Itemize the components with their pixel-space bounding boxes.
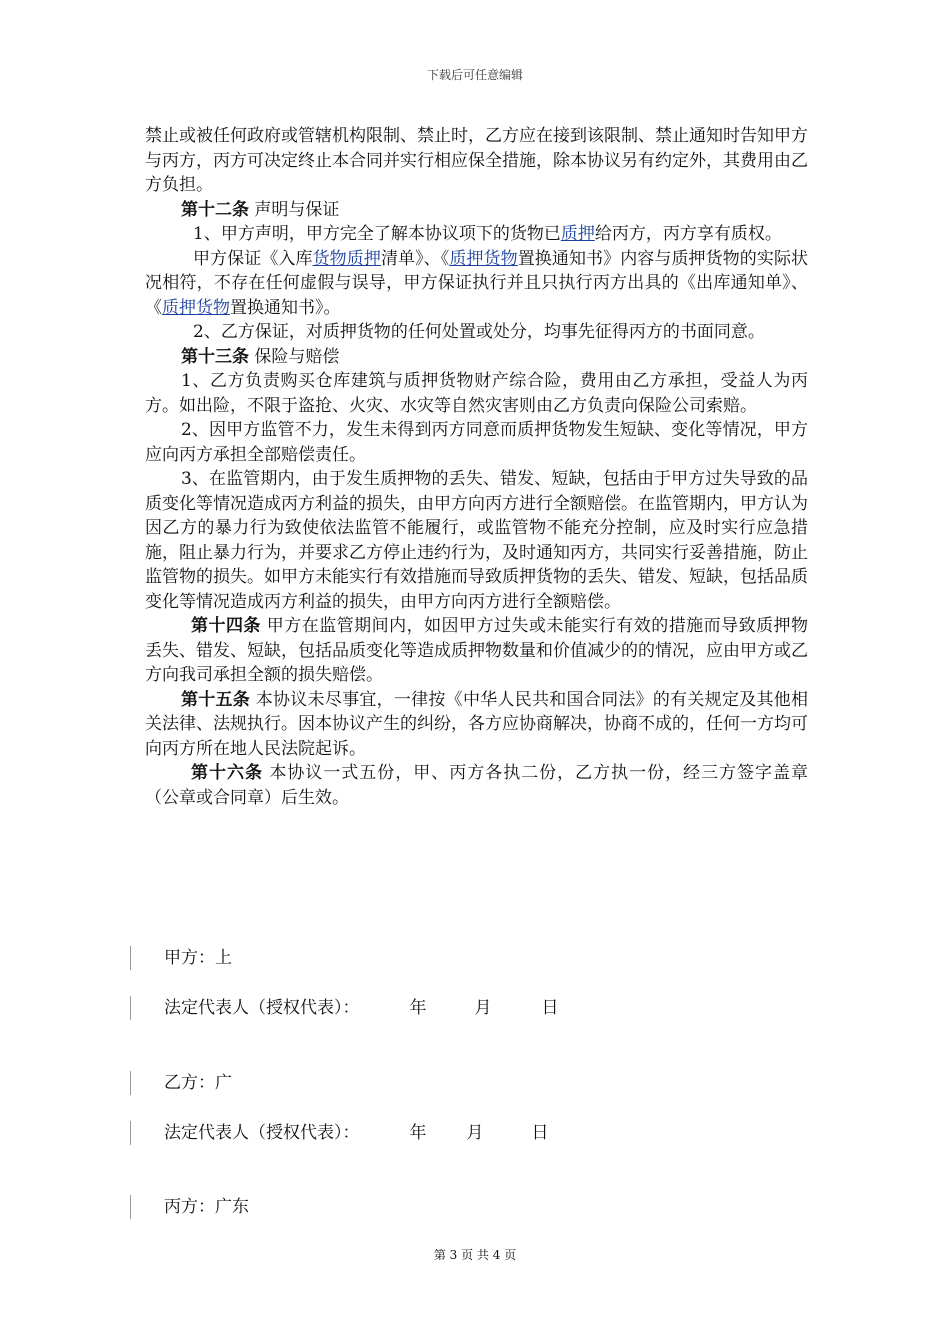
- date-day: 日: [531, 1123, 549, 1143]
- article-text: 本协议一式五份，甲、丙方各执二份，乙方执一份，经三方签字盖章（公章或合同章）后生效。: [145, 763, 809, 808]
- text: 1、甲方声明，甲方完全了解本协议项下的货物已: [193, 224, 561, 244]
- party-label: 乙方：广: [164, 1073, 232, 1093]
- date-year: 年: [409, 1123, 427, 1143]
- rep-label: 法定代表人（授权代表）：: [164, 1123, 360, 1143]
- date-month: 月: [474, 998, 492, 1018]
- link-pledged-goods-2[interactable]: 质押货物: [162, 297, 230, 318]
- article-12-guarantee: [145, 247, 808, 321]
- article-16: [145, 761, 808, 810]
- text: 清单》、《: [380, 248, 450, 269]
- article-text: 本协议未尽事宜，一律按《中华人民共和国合同法》的有关规定及其他相关法律、法规执行。因本协议产生的纠纷，各方应协商解决，协商不成的，任何一方均可向丙方所在地人民法院起诉。: [145, 689, 809, 759]
- article-12-heading: [145, 198, 808, 223]
- article-number: 第十三条: [181, 346, 249, 367]
- signature-party-b: [130, 1071, 232, 1095]
- party-label: 甲方：上: [164, 948, 232, 968]
- date-month: 月: [466, 1123, 484, 1143]
- paragraph-continued: 禁止或被任何政府或管辖机构限制、禁止时，乙方应在接到该限制、禁止通知时告知甲方与丙方，丙方可决定终止本合同并实行相应保全措施，除本协议另有约定外，其费用由乙方负担。: [145, 126, 808, 195]
- article-title: 声明与保证: [254, 199, 340, 220]
- article-title: 保险与赔偿: [254, 346, 340, 367]
- text: 置换通知书》内容与质押货物的实际状况相符，不存在任何虚假与误导，甲方保证执行并且只执行丙方出具的《出库通知单》、《: [145, 248, 809, 318]
- article-13-clause-2: 2、因甲方监管不力，发生未得到丙方同意而质押货物发生短缺、变化等情况，甲方应向丙方承担全部赔偿责任。: [145, 420, 808, 465]
- link-goods-pledge[interactable]: 货物质押: [312, 248, 381, 269]
- page-footer: 第 3 页 共 4 页: [433, 1248, 517, 1262]
- signature-rep-b: [130, 1121, 549, 1145]
- rep-label: 法定代表人（授权代表）：: [164, 998, 360, 1018]
- article-14: [145, 614, 808, 688]
- signature-rep-a: [130, 996, 559, 1020]
- text: 甲方保证《入库: [193, 248, 313, 269]
- party-label: 丙方：广东: [164, 1197, 249, 1217]
- link-pledged-goods[interactable]: 质押货物: [449, 248, 518, 269]
- page-header: 下载后可任意编辑: [426, 68, 523, 82]
- article-15: [145, 688, 808, 762]
- date-day: 日: [541, 998, 559, 1018]
- article-number: 第十二条: [181, 199, 249, 220]
- signature-party-a: [130, 946, 232, 970]
- article-13-clause-1: 1、乙方负责购买仓库建筑与质押货物财产综合险，费用由乙方承担，受益人为丙方。如出险，不限于盗抢、火灾、水灾等自然灾害则由乙方负责向保险公司索赔。: [145, 371, 808, 416]
- article-number: 第十五条: [181, 689, 251, 710]
- article-12-clause-2: 2、乙方保证，对质押货物的任何处置或处分，均事先征得丙方的书面同意。: [193, 322, 765, 342]
- text: 置换通知书》。: [230, 297, 341, 318]
- article-number: 第十四条: [191, 616, 261, 636]
- article-12-clause-1: [145, 222, 808, 247]
- document-body: [145, 124, 808, 810]
- text: 给丙方，丙方享有质权。: [594, 224, 782, 244]
- link-pledge[interactable]: 质押: [560, 224, 595, 244]
- article-number: 第十六条: [191, 763, 263, 783]
- article-13-clause-3: 3、在监管期内，由于发生质押物的丢失、错发、短缺，包括由于甲方过失导致的品质变化等情况造成丙方利益的损失，由甲方向丙方进行全额赔偿。在监管期内，甲方认为因乙方的暴力行为致使依法监管不能履行，或监管物不能充分控制，应及时实行应急措施，阻止暴力行为，并要求乙方停止违约行为，及时通知丙方，共同实行妥善措施，防止监管物的损失。如甲方未能实行有效措施而导致质押货物的丢失、错发、短缺，包括品质变化等情况造成丙方利益的损失，由甲方向丙方进行全额赔偿。: [145, 469, 808, 612]
- article-text: 甲方在监管期间内，如因甲方过失或未能实行有效的措施而导致质押物丢失、错发、短缺，包括品质变化等造成质押物数量和价值减少的的情况，应由甲方或乙方向我司承担全额的损失赔偿。: [145, 616, 809, 685]
- article-13-heading: [145, 345, 808, 370]
- signature-party-c: [130, 1195, 249, 1219]
- date-year: 年: [409, 998, 427, 1018]
